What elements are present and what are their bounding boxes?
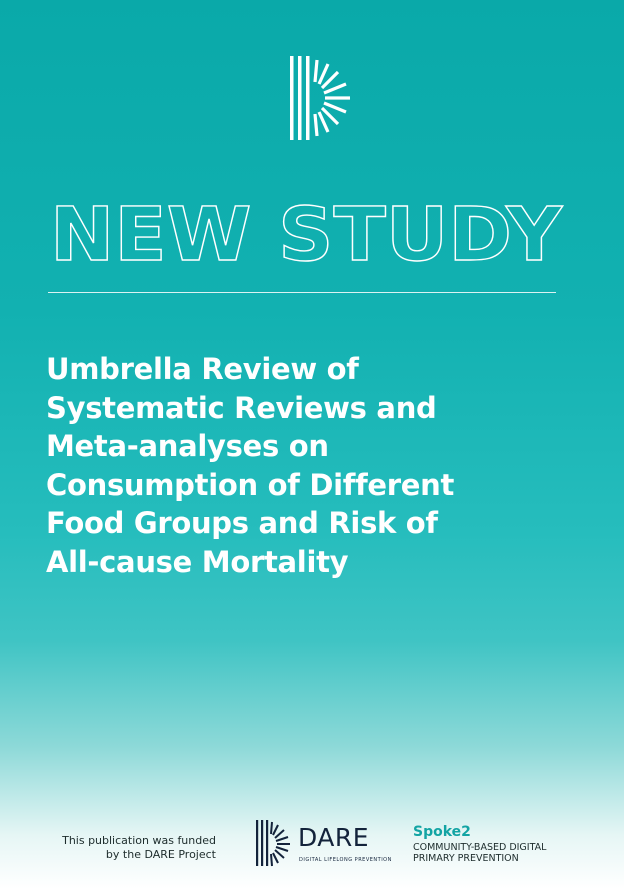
funding-line: This publication was funded <box>62 834 216 847</box>
spoke-subtitle-line: PRIMARY PREVENTION <box>413 853 519 864</box>
headline <box>0 192 624 272</box>
dare-d-logo-icon <box>271 822 290 866</box>
title-line: Meta-analyses on <box>46 429 329 464</box>
funding-line: by the DARE Project <box>105 848 216 861</box>
funding-note <box>40 834 216 862</box>
dare-tagline: DIGITAL LIFELONG PREVENTION <box>299 857 392 863</box>
spoke-logo <box>413 824 546 864</box>
title-line: Food Groups and Risk of <box>46 506 438 541</box>
title-line: Systematic Reviews and <box>46 390 437 425</box>
spoke-name: Spoke2 <box>413 824 471 840</box>
dare-wordmark: DARE <box>298 823 370 852</box>
title-line: Consumption of Different <box>46 467 455 502</box>
headline-text: NEW STUDY <box>50 192 564 272</box>
spoke-subtitle-line: COMMUNITY-BASED DIGITAL <box>413 842 547 853</box>
study-title <box>46 350 566 582</box>
title-line: Umbrella Review of <box>46 352 359 386</box>
dare-d-logo-icon <box>288 56 354 140</box>
divider <box>48 292 556 293</box>
title-line: All-cause Mortality <box>46 544 349 579</box>
